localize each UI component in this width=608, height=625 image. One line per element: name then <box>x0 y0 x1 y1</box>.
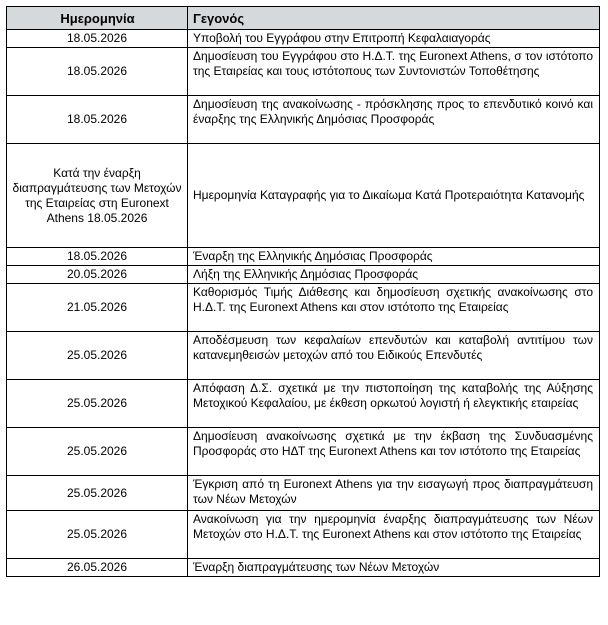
event-cell: Δημοσίευση του Εγγράφου στο Η.Δ.Τ. της Euronext Athens, σ τον ιστότοπο της Εταιρείας και τους ιστότοπους των Συντονιστών Τοποθέτησης <box>188 48 600 96</box>
table-row <box>7 30 600 48</box>
date-cell: 25.05.2026 <box>7 332 188 380</box>
date-cell: 25.05.2026 <box>7 476 188 511</box>
table-row <box>7 380 600 428</box>
timetable-table <box>6 6 600 577</box>
table-row <box>7 559 600 577</box>
date-cell: 18.05.2026 <box>7 48 188 96</box>
table-row <box>7 144 600 248</box>
event-cell: Καθορισμός Τιμής Διάθεσης και δημοσίευση σχετικής ανακοίνωσης στο Η.Δ.Τ. της Euronext Athens και στον ιστότοπο της Εταιρείας <box>188 284 600 332</box>
date-cell: Κατά την έναρξη διαπραγμάτευσης των Μετοχών της Εταιρείας στη Euronext Athens 18.05.2026 <box>7 144 188 248</box>
event-cell: Δημοσίευση της ανακοίνωσης - πρόσκλησης προς το επενδυτικό κοινό και έναρξης της Ελληνικής Δημόσιας Προσφοράς <box>188 96 600 144</box>
date-cell: 21.05.2026 <box>7 284 188 332</box>
header-event: Γεγονός <box>188 7 600 30</box>
table-row <box>7 266 600 284</box>
event-cell: Λήξη της Ελληνικής Δημόσιας Προσφοράς <box>188 266 600 284</box>
timetable <box>6 6 600 577</box>
table-row <box>7 476 600 511</box>
event-cell: Έναρξη διαπραγμάτευσης των Νέων Μετοχών <box>188 559 600 577</box>
date-cell: 25.05.2026 <box>7 511 188 559</box>
event-cell: Έναρξη της Ελληνικής Δημόσιας Προσφοράς <box>188 248 600 266</box>
table-row <box>7 332 600 380</box>
date-cell: 25.05.2026 <box>7 428 188 476</box>
date-cell: 25.05.2026 <box>7 380 188 428</box>
table-row <box>7 48 600 96</box>
date-cell: 26.05.2026 <box>7 559 188 577</box>
header-row <box>7 7 600 30</box>
date-cell: 18.05.2026 <box>7 248 188 266</box>
event-cell: Αποδέσμευση των κεφαλαίων επενδυτών και καταβολή αντιτίμου των κατανεμηθεισών μετοχών από του Ειδικούς Επενδυτές <box>188 332 600 380</box>
table-row <box>7 428 600 476</box>
date-cell: 18.05.2026 <box>7 30 188 48</box>
event-cell: Απόφαση Δ.Σ. σχετικά με την πιστοποίηση της καταβολής της Αύξησης Μετοχικού Κεφαλαίου, με έκθεση ορκωτού λογιστή ή ελεγκτικής εταιρείας <box>188 380 600 428</box>
event-cell: Έγκριση από τη Euronext Athens για την εισαγωγή προς διαπραγμάτευση των Νέων Μετοχών <box>188 476 600 511</box>
event-cell: Δημοσίευση ανακοίνωσης σχετικά με την έκβαση της Συνδυασμένης Προσφοράς στο ΗΔΤ της Euronext Athens και τον ιστότοπο της Εταιρείας <box>188 428 600 476</box>
table-row <box>7 284 600 332</box>
event-cell: Ανακοίνωση για την ημερομηνία έναρξης διαπραγμάτευσης των Νέων Μετοχών στο Η.Δ.Τ. της Euronext Athens και στον ιστότοπο της Εταιρείας <box>188 511 600 559</box>
table-row <box>7 511 600 559</box>
table-row <box>7 248 600 266</box>
event-cell: Ημερομηνία Καταγραφής για το Δικαίωμα Κατά Προτεραιότητα Κατανομής <box>188 144 600 248</box>
date-cell: 20.05.2026 <box>7 266 188 284</box>
date-cell: 18.05.2026 <box>7 96 188 144</box>
event-cell: Υποβολή του Εγγράφου στην Επιτροπή Κεφαλαιαγοράς <box>188 30 600 48</box>
header-date: Ημερομηνία <box>7 7 188 30</box>
table-row <box>7 96 600 144</box>
